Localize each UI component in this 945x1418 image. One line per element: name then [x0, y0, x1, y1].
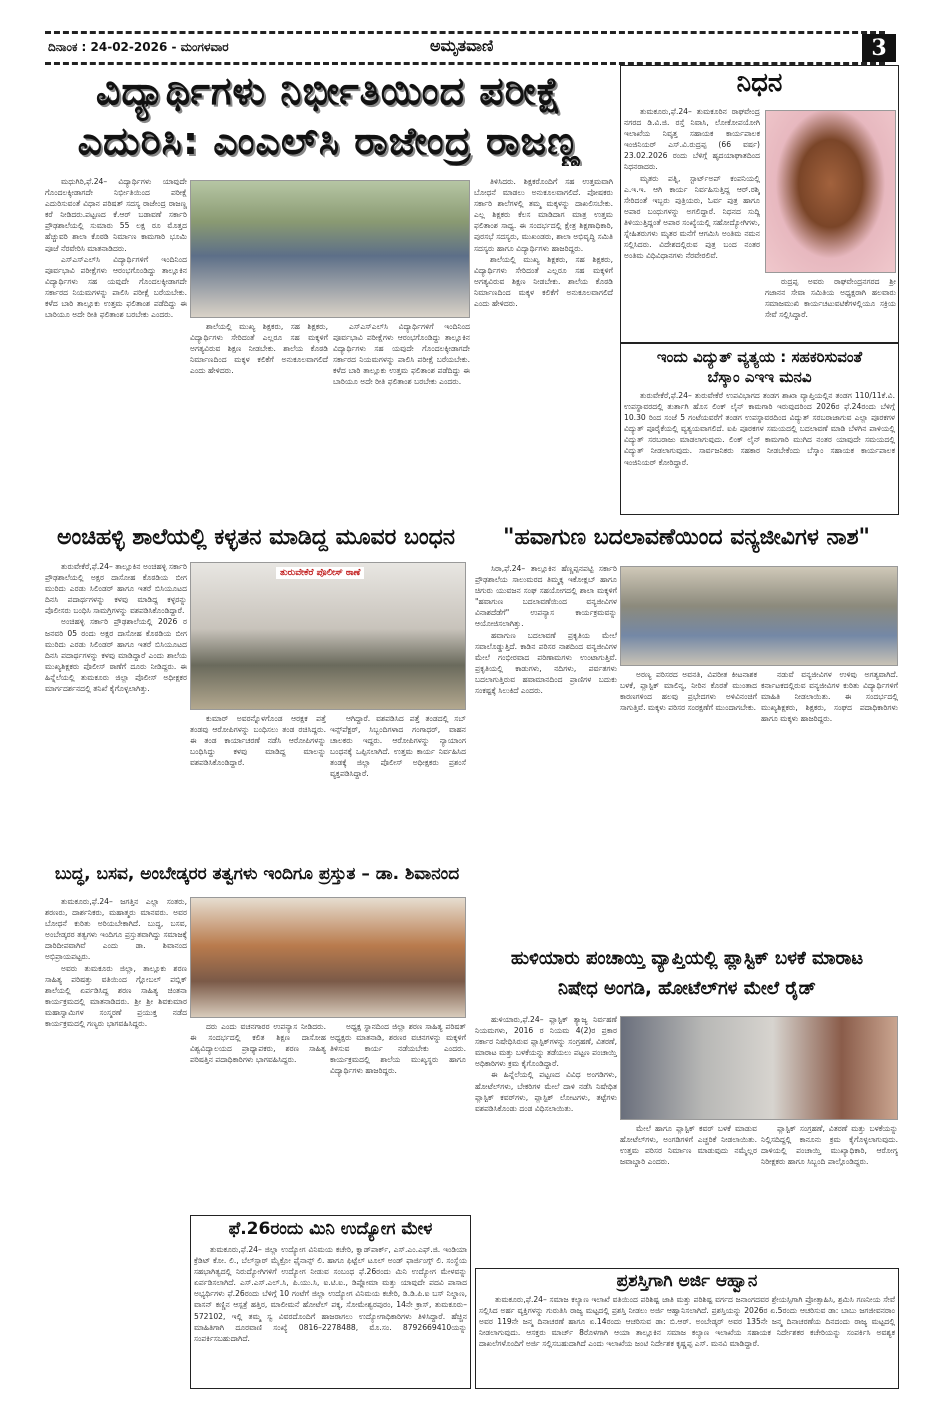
- article-climate-col1: ಸಿರಾ,ಫೆ.24– ತಾಲ್ಲೂಕಿನ ಹೆಣ್ಣಪ್ಪನಪಟ್ಟಿ ಸರ್ಕಾರಿ ಪ್ರೌಢಶಾಲೆಯ ಸಾಲುಮರದ ತಿಮ್ಮಕ್ಕ ಇಕೋಕ್ಲಬ್ ಹಾಗೂ ಚಿಗುರು ಯುವಜನ ಸಂಘ ಸಹಯೋಗದಲ್ಲಿ ಶಾಲಾ ಮಕ್ಕಳಿಗೆ "ಹವಾಗುಣ ಬದಲಾವಣೆಯಿಂದ ವನ್ಯಜೀವಿಗಳ ವಿನಾಶದೆಡೆಗೆ" ಉಪನ್ಯಾಸ ಕಾರ್ಯಕ್ರಮವನ್ನು ಆಯೋಜಿಸಲಾಗಿತ್ತು. ಹವಾಗುಣ ಬದಲಾವಣೆ ಪ್ರಕೃತಿಯ ಮೇಲೆ ಸವಾಲೊಡ್ಡುತ್ತಿದೆ. ಕಾಡಿನ ಪರಿಸರ ನಾಶದಿಂದ ವನ್ಯಜೀವಿಗಳ ಮೇಲೆ ಗಂಭೀರವಾದ ಪರಿಣಾಮಗಳು ಉಂಟಾಗುತ್ತಿವೆ. ಪ್ರಕೃತಿಯಲ್ಲಿ ಕಾಡುಗಳು, ನದಿಗಳು, ಪರ್ವತಗಳು ಬದಲಾಗುತ್ತಿರುವ ಹವಾಮಾನದಿಂದ ಪ್ರಾಣಿಗಳ ಬದುಕು ಸಂಕಷ್ಟಕ್ಕೆ ಸಿಲುಕಿದೆ ಎಂದರು.: [475, 564, 617, 696]
- article-buddha-col2: ದರು ಎಂದು ವಚನಗಾರರ ಉಪನ್ಯಾಸ ನೀಡಿದರು. ಈ ಸಂದರ್ಭದಲ್ಲಿ ಕಲಿತ ಶಿಕ್ಷಣ ದಾಸೋಹ ವಿಶ್ವವಿದ್ಯಾಲಯದ ಪ್ರಾಧ್ಯಾಪಕರು, ಶರಣ ಸಾಹಿತ್ಯ ಪರಿಷತ್ತಿನ ಪದಾಧಿಕಾರಿಗಳು ಭಾಗವಹಿಸಿದ್ದರು.: [190, 1022, 326, 1065]
- power-cut-text: ತುರುವೇಕೆರೆ,ಫೆ.24– ತುರುವೇಕೆರೆ ಉಪವಿಭಾಗದ ತಂಡಗ ಶಾಖಾ ವ್ಯಾಪ್ತಿಯಲ್ಲಿನ ತಂಡಗ 110/11ಕೆ.ವಿ. ಉಪಸ್ಥಾವರದಲ್ಲಿ ತುರ್ತಾಗಿ ಹೊಸ ಲಿಂಕ್ ಲೈನ್ ಕಾಮಗಾರಿ ಇರುವುದರಿಂದ 2026ರ ಫೆ.24ರಂದು ಬೆಳಿಗ್ಗೆ 10.30 ರಿಂದ ಸಂಜೆ 5 ಗಂಟೆಯವರೆಗೆ ತಂಡಗ ಉಪಸ್ಥಾವರದಿಂದ ವಿದ್ಯುತ್ ಸರಬರಾಜಾಗುವ ಎಲ್ಲಾ ಪೂರಕಗಳ ವಿದ್ಯುತ್ ಪೂರೈಕೆಯಲ್ಲಿ ವ್ಯತ್ಯಯವಾಗಲಿದೆ. ಐಪಿ ಪೂರಕಗಳ ಸಮಯದಲ್ಲಿ ಬದಲಾವಣೆ ಮಾಡಿ ಬೆಳಗಿನ ಪಾಳಿಯಲ್ಲಿ ವಿದ್ಯುತ್ ಸರಬರಾಜು ಮಾಡಲಾಗುವುದು. ಲಿಂಕ್ ಲೈನ್ ಕಾಮಗಾರಿ ಮುಗಿದ ನಂತರ ಯಾವುದೇ ಸಮಯದಲ್ಲಿ ವಿದ್ಯುತ್ ನೀಡಲಾಗುವುದು. ಸಾರ್ವಜನಿಕರು ಸಹಕಾರ ನೀಡಬೇಕೆಂದು ಬೆಸ್ಕಾಂ ಸಹಾಯಕ ಕಾರ್ಯಪಾಲಕ ಇಂಜಿನಿಯರ್ ಕೋರಿದ್ದಾರೆ.: [624, 391, 895, 467]
- top-rule: [45, 31, 885, 34]
- photo-plastic-raid: [620, 1016, 898, 1120]
- article-plastic-col1: ಹುಳಿಯಾರು,ಫೆ.24– ಪ್ಲಾಸ್ಟಿಕ್ ತ್ಯಾಜ್ಯ ನಿರ್ವಹಣೆ ನಿಯಮಗಳು, 2016 ರ ನಿಯಮ 4(2)ರ ಪ್ರಕಾರ ಸರ್ಕಾರ ನಿಷೇಧಿಸಿರುವ ಪ್ಲಾಸ್ಟಿಕ್‌ಗಳನ್ನು ಸಂಗ್ರಹಣೆ, ವಿತರಣೆ, ಮಾರಾಟ ಮತ್ತು ಬಳಕೆಯನ್ನು ತಡೆಯಲು ಪಟ್ಟಣ ಪಂಚಾಯ್ತಿ ಅಧಿಕಾರಿಗಳು ಕ್ರಮ ಕೈಗೊಂಡಿದ್ದಾರೆ. ಈ ಹಿನ್ನೆಲೆಯಲ್ಲಿ ಪಟ್ಟಣದ ವಿವಿಧ ಅಂಗಡಿಗಳು, ಹೋಟೆಲ್‌ಗಳು, ಬೇಕರಿಗಳ ಮೇಲೆ ದಾಳಿ ನಡೆಸಿ ನಿಷೇಧಿತ ಪ್ಲಾಸ್ಟಿಕ್ ಕವರ್‌ಗಳು, ಪ್ಲಾಸ್ಟಿಕ್ ಲೋಟಗಳು, ತಟ್ಟೆಗಳು ವಶಪಡಿಸಿಕೊಂಡು ದಂಡ ವಿಧಿಸಲಾಯಿತು.: [475, 1015, 617, 1113]
- headline-exam: ವಿದ್ಯಾರ್ಥಿಗಳು ನಿರ್ಭೀತಿಯಿಂದ ಪರೀಕ್ಷೆ ಎದುರಿಸಿ: ಎಂಎಲ್‌ಸಿ ರಾಜೇಂದ್ರ ರಾಜಣ್ಣ: [77, 69, 581, 163]
- article-theft-col3: ಆಗಿದ್ದಾರೆ. ವಶಪಡಿಸಿದ ಪತ್ತೆ ತಂಡದಲ್ಲಿ ಸಬ್ ಇನ್ಸ್‌ಪೆಕ್ಟರ್, ಸಿಬ್ಬಂದಿಗಳಾದ ಗಂಗಾಧರ್, ವಾಹನ ಚಾಲಕರು ಇದ್ದರು. ಆರೋಪಿಗಳನ್ನು ನ್ಯಾಯಾಂಗ ಬಂಧನಕ್ಕೆ ಒಪ್ಪಿಸಲಾಗಿದೆ. ಉತ್ತಮ ಕಾರ್ಯ ನಿರ್ವಹಿಸಿದ ತಂಡಕ್ಕೆ ಜಿಲ್ಲಾ ಪೊಲೀಸ್ ಅಧೀಕ್ಷಕರು ಪ್ರಶಂಸೆ ವ್ಯಕ್ತಪಡಿಸಿದ್ದಾರೆ.: [330, 714, 466, 779]
- job-fair-title: ಫೆ.26ರಂದು ಮಿನಿ ಉದ್ಯೋಗ ಮೇಳ: [228, 1219, 433, 1239]
- award-title: ಪ್ರಶಸ್ತಿಗಾಗಿ ಅರ್ಜಿ ಆಹ್ವಾನ: [616, 1271, 758, 1291]
- photo-deceased: [765, 110, 896, 273]
- power-cut-subtitle: ಬೆಸ್ಕಾಂ ಎಇಇ ಮನವಿ: [707, 368, 812, 386]
- article-climate-col2: ಅರಣ್ಯ ಪರಿಸರದ ಅವನತಿ, ವಿಪರೀತ ಕೀಟನಾಶಕ ಬಳಕೆ, ಪ್ಲಾಸ್ಟಿಕ್ ಮಾಲಿನ್ಯ, ನೀರಿನ ಕೊರತೆ ಮುಂತಾದ ಕಾರಣಗಳಿಂದ ಹಲವು ಪ್ರಭೇದಗಳು ಅಳಿವಿನಂಚಿಗೆ ಸಾಗುತ್ತಿವೆ. ಮಕ್ಕಳು ಪರಿಸರ ಸಂರಕ್ಷಣೆಗೆ ಮುಂದಾಗಬೇಕು.: [620, 670, 757, 713]
- obituary-title: ನಿಧನ: [736, 68, 783, 98]
- newspaper-title: ಅಮೃತವಾಣಿ: [430, 36, 494, 55]
- article-plastic-col2: ಮೇಲೆ ಹಾಗೂ ಪ್ಲಾಸ್ಟಿಕ್ ಕವರ್ ಬಳಕೆ ಮಾಡುವ ಹೋಟೆಲ್‌ಗಳು, ಅಂಗಡಿಗಳಿಗೆ ಎಚ್ಚರಿಕೆ ನೀಡಲಾಯಿತು. ಉತ್ತಮ ಪರಿಸರ ನಿರ್ಮಾಣ ಮಾಡುವುದು ನಮ್ಮೆಲ್ಲರ ಜವಾಬ್ದಾರಿ ಎಂದರು.: [620, 1124, 757, 1167]
- obituary-box: [620, 65, 899, 343]
- headline-plastic: ಹುಳಿಯಾರು ಪಂಚಾಯ್ತಿ ವ್ಯಾಪ್ತಿಯಲ್ಲಿ ಪ್ಲಾಸ್ಟಿಕ್ ಬಳಕೆ ಮಾರಾಟ ನಿಷೇಧ ಅಂಗಡಿ, ಹೋಟೆಲ್‌ಗಳ ಮೇಲೆ ರೈಡ್: [510, 948, 864, 999]
- article-buddha-col1: ತುಮಕೂರು,ಫೆ.24– ಜಗತ್ತಿನ ಎಲ್ಲಾ ಸಂತರು, ಶರಣರು, ದಾರ್ಶನಿಕರು, ಮಹಾತ್ಮರು ಮಾನವರು. ಅವರ ಬೋಧನೆ ಕುರಿತು ಅರಿಯಬೇಕಾಗಿದೆ. ಬುದ್ಧ, ಬಸವ, ಅಂಬೇಡ್ಕರರ ತತ್ವಗಳು ಇಂದಿಗೂ ಪ್ರಸ್ತುತವಾಗಿದ್ದು ಸಮಾಜಕ್ಕೆ ದಾರಿದೀಪವಾಗಿವೆ ಎಂದು ಡಾ. ಶಿವಾನಂದ ಅಭಿಪ್ರಾಯಪಟ್ಟರು. ಅವರು ತುಮಕೂರು ಜಿಲ್ಲಾ, ತಾಲ್ಲೂಕು ಶರಣ ಸಾಹಿತ್ಯ ಪರಿಷತ್ತು ವತಿಯಿಂದ ಗ್ಲೋಬಲ್ ಪಬ್ಲಿಕ್ ಶಾಲೆಯಲ್ಲಿ ಏರ್ಪಡಿಸಿದ್ದ ಶರಣ ಸಾಹಿತ್ಯ ಚಿಂತನಾ ಕಾರ್ಯಕ್ರಮದಲ್ಲಿ ಮಾತನಾಡಿದರು. ಶ್ರೀ ಶ್ರೀ ಶಿವಕುಮಾರ ಮಹಾಸ್ವಾಮಿಗಳ ಸಂಸ್ಮರಣೆ ಪ್ರಯುಕ್ತ ನಡೆದ ಕಾರ್ಯಕ್ರಮದಲ್ಲಿ ಗಣ್ಯರು ಭಾಗವಹಿಸಿದ್ದರು.: [45, 897, 187, 1029]
- article-theft-col2: ಕುಮಾರ್ ಅವರನ್ನೊಳಗೊಂಡ ಆರಕ್ಷಕ ಪತ್ತೆ ತಂಡವು ಆರೋಪಿಗಳನ್ನು ಬಂಧಿಸಲು ತಂಡ ರಚಿಸಿದ್ದರು. ಈ ತಂಡ ಕಾರ್ಯಾಚರಣೆ ನಡೆಸಿ ಆರೋಪಿಗಳನ್ನು ಬಂಧಿಸಿದ್ದು ಕಳವು ಮಾಡಿದ್ದ ಮಾಲನ್ನು ವಶಪಡಿಸಿಕೊಂಡಿದ್ದಾರೆ.: [190, 714, 326, 768]
- photo-lecture: [620, 566, 898, 666]
- photo-groundbreaking: [190, 180, 470, 318]
- article-plastic-col3: ಪ್ಲಾಸ್ಟಿಕ್ ಸಂಗ್ರಹಣೆ, ವಿತರಣೆ ಮತ್ತು ಬಳಕೆಯನ್ನು ನಿಲ್ಲಿಸದಿದ್ದಲ್ಲಿ ಕಾನೂನು ಕ್ರಮ ಕೈಗೊಳ್ಳಲಾಗುವುದು. ದಾಳಿಯಲ್ಲಿ ಪಂಚಾಯ್ತಿ ಮುಖ್ಯಾಧಿಕಾರಿ, ಆರೋಗ್ಯ ನಿರೀಕ್ಷಕರು ಹಾಗೂ ಸಿಬ್ಬಂದಿ ಪಾಲ್ಗೊಂಡಿದ್ದರು.: [761, 1124, 898, 1167]
- power-cut-title: ಇಂದು ವಿದ್ಯುತ್ ವ್ಯತ್ಯಯ : ಸಹಕರಿಸುವಂತೆ: [656, 348, 863, 366]
- award-box: [475, 1268, 899, 1389]
- award-text: ತುಮಕೂರು,ಫೆ.24– ಸಮಾಜ ಕಲ್ಯಾಣ ಇಲಾಖೆ ವತಿಯಿಂದ ಪರಿಶಿಷ್ಟ ಜಾತಿ ಮತ್ತು ಪರಿಶಿಷ್ಟ ವರ್ಗದ ಜನಾಂಗದವರ ಶ್ರೇಯಸ್ಸಿಗಾಗಿ ಪ್ರೋತ್ಸಾಹಿಸಿ, ಶ್ರಮಿಸಿ ಗಣನೀಯ ಸೇವೆ ಸಲ್ಲಿಸಿದ ಅರ್ಹ ವ್ಯಕ್ತಿಗಳನ್ನು ಗುರುತಿಸಿ ರಾಜ್ಯ ಮಟ್ಟದಲ್ಲಿ ಪ್ರಶಸ್ತಿ ನೀಡಲು ಅರ್ಜಿ ಆಹ್ವಾನಿಸಲಾಗಿದೆ. ಪ್ರಶಸ್ತಿಯನ್ನು 2026ರ ಏ.5ರಂದು ಆಚರಿಸುವ ಡಾ: ಬಾಬು ಜಗಜೀವನರಾಂ ಅವರ 119ನೇ ಜನ್ಮ ದಿನಾಚರಣೆ ಹಾಗೂ ಏ.14ರಂದು ಆಚರಿಸುವ ಡಾ: ಬಿ.ಆರ್. ಅಂಬೇಡ್ಕರ್ ಅವರ 135ನೇ ಜನ್ಮ ದಿನಾಚರಣೆಯ ದಿನದಂದು ರಾಜ್ಯ ಮಟ್ಟದಲ್ಲಿ ನೀಡಲಾಗುವುದು. ಆಸಕ್ತರು ಮಾರ್ಚ್ 8ರೊಳಗಾಗಿ ಆಯಾ ತಾಲ್ಲೂಕಿನ ಸಮಾಜ ಕಲ್ಯಾಣ ಇಲಾಖೆಯ ಸಹಾಯಕ ನಿರ್ದೇಶಕರ ಕಚೇರಿಯನ್ನು ಸಂಪರ್ಕಿಸಿ ಅವಶ್ಯಕ ದಾಖಲೆಗಳೊಂದಿಗೆ ಅರ್ಜಿ ಸಲ್ಲಿಸಬಹುದಾಗಿದೆ ಎಂದು ಇಲಾಖೆಯ ಜಂಟಿ ನಿರ್ದೇಶಕ ಕೃಷ್ಣಪ್ಪ ಎಸ್. ಮನವಿ ಮಾಡಿದ್ದಾರೆ.: [479, 1295, 895, 1349]
- headline-theft: ಅಂಚಿಹಳ್ಳಿ ಶಾಲೆಯಲ್ಲಿ ಕಳ್ಳತನ ಮಾಡಿದ್ದ ಮೂವರ ಬಂಧನ: [56, 525, 456, 550]
- article-exam-col4: ತಿಳಿಸಿದರು. ಶಿಕ್ಷಕರೊಂದಿಗೆ ಸಹ ಉತ್ತಮವಾಗಿ ಬೋಧನೆ ಮಾಡಲು ಅನುಕೂಲವಾಗಲಿದೆ. ಪೋಷಕರು ಸರ್ಕಾರಿ ಶಾಲೆಗಳಲ್ಲಿ ತಮ್ಮ ಮಕ್ಕಳನ್ನು ದಾಖಲಿಸಬೇಕು. ಎಲ್ಲ ಶಿಕ್ಷಕರು ಕೆಲಸ ಮಾಡಿದಾಗ ಮಾತ್ರ ಉತ್ತಮ ಫಲಿತಾಂಶ ಸಾಧ್ಯ. ಈ ಸಂದರ್ಭದಲ್ಲಿ ಕ್ಷೇತ್ರ ಶಿಕ್ಷಣಾಧಿಕಾರಿ, ಪುರಸಭೆ ಸದಸ್ಯರು, ಮುಖಂಡರು, ಶಾಲಾ ಅಭಿವೃದ್ಧಿ ಸಮಿತಿ ಸದಸ್ಯರು ಹಾಗೂ ವಿದ್ಯಾರ್ಥಿಗಳು ಹಾಜರಿದ್ದರು. ಶಾಲೆಯಲ್ಲಿ ಮುಖ್ಯ ಶಿಕ್ಷಕರು, ಸಹ ಶಿಕ್ಷಕರು, ವಿದ್ಯಾರ್ಥಿಗಳು ಸೇರಿದಂತೆ ಎಲ್ಲರೂ ಸಹ ಮಕ್ಕಳಿಗೆ ಅಗತ್ಯವಿರುವ ಶಿಕ್ಷಣ ನೀಡಬೇಕು. ಶಾಲೆಯ ಕೊಠಡಿ ನಿರ್ಮಾಣದಿಂದ ಮಕ್ಕಳ ಕಲಿಕೆಗೆ ಅನುಕೂಲವಾಗಲಿದೆ ಎಂದು ಹೇಳಿದರು.: [474, 177, 613, 309]
- article-climate-col3: ನಡುವೆ ವನ್ಯಜೀವಿಗಳ ಉಳಿವು ಅಗತ್ಯವಾಗಿದೆ. ಕರ್ನಾಟಕದಲ್ಲಿರುವ ವನ್ಯಜೀವಿಗಳ ಕುರಿತು ವಿದ್ಯಾರ್ಥಿಗಳಿಗೆ ಮಾಹಿತಿ ನೀಡಲಾಯಿತು. ಈ ಸಂದರ್ಭದಲ್ಲಿ ಮುಖ್ಯಶಿಕ್ಷಕರು, ಶಿಕ್ಷಕರು, ಸಂಘದ ಪದಾಧಿಕಾರಿಗಳು ಹಾಗೂ ಮಕ್ಕಳು ಹಾಜರಿದ್ದರು.: [761, 670, 898, 724]
- obituary-text: ತುಮಕೂರು,ಫೆ.24– ತುಮಕೂರಿನ ರಾಘವೇಂದ್ರ ನಗರದ ಡಿ.ವಿ.ಜಿ. ರಸ್ತೆ ನಿವಾಸಿ, ಲೋಕೋಪಯೋಗಿ ಇಲಾಖೆಯ ನಿವೃತ್ತ ಸಹಾಯಕ ಕಾರ್ಯಪಾಲಕ ಇಂಜಿನಿಯರ್ ಎಸ್.ವಿ.ರುದ್ರಪ್ಪ (66 ವರ್ಷ) 23.02.2026 ರಂದು ಬೆಳಿಗ್ಗೆ ಹೃದಯಾಘಾತದಿಂದ ನಿಧನರಾದರು. ಮೃತರು ಪತ್ನಿ, ಸ್ಟಾರ್ಟ್‌ಅಪ್ ಕಂಪನಿಯಲ್ಲಿ ಎ.ಇ.ಇ. ಆಗಿ ಕಾರ್ಯ ನಿರ್ವಹಿಸುತ್ತಿದ್ದ ಆರ್.ರಶ್ಮಿ ಸೇರಿದಂತೆ ಇಬ್ಬರು ಪುತ್ರಿಯರು, ಓರ್ವ ಪುತ್ರ ಹಾಗೂ ಅಪಾರ ಬಂಧುಗಳನ್ನು ಅಗಲಿದ್ದಾರೆ. ನಿಧನದ ಸುದ್ದಿ ತಿಳಿಯುತ್ತಿದ್ದಂತೆ ಅಪಾರ ಸಂಖ್ಯೆಯಲ್ಲಿ ಸಹೋದ್ಯೋಗಿಗಳು, ಸ್ನೇಹಿತರುಗಳು ಮೃತರ ಮನೆಗೆ ಆಗಮಿಸಿ ಅಂತಿಮ ನಮನ ಸಲ್ಲಿಸಿದರು. ವಿದೇಶದಲ್ಲಿರುವ ಪುತ್ರ ಬಂದ ನಂತರ ಅಂತಿಮ ವಿಧಿವಿಧಾನಗಳು ನೆರವೇರಲಿವೆ.: [624, 107, 760, 261]
- obituary-caption: ರುದ್ರಪ್ಪ ಅವರು ರಾಘವೇಂದ್ರನಗರದ ಶ್ರೀ ಗಜಾನನ ಸೇವಾ ಸಮಿತಿಯ ಅಧ್ಯಕ್ಷರಾಗಿ ಹಲವಾರು ಸಮಾಜಮುಖಿ ಕಾರ್ಯಚಟುವಟಿಕೆಗಳಲ್ಲಿಯೂ ಸಕ್ರಿಯ ಸೇವೆ ಸಲ್ಲಿಸಿದ್ದಾರೆ.: [765, 277, 896, 320]
- page-number: 3: [862, 34, 896, 62]
- article-theft-col1: ತುರುವೇಕೆರೆ,ಫೆ.24– ತಾಲ್ಲೂಕಿನ ಅಂಚಿಹಳ್ಳಿ ಸರ್ಕಾರಿ ಪ್ರೌಢಶಾಲೆಯಲ್ಲಿ ಅಕ್ಷರ ದಾಸೋಹ ಕೊಠಡಿಯ ಬೀಗ ಮುರಿದು ಎರಡು ಸಿಲಿಂಡರ್ ಹಾಗೂ ಇತರೆ ಬಿಸಿಯೂಟದ ದಿನಸಿ ಪದಾರ್ಥಗಳನ್ನು ಕಳವು ಮಾಡಿದ್ದ ಕಳ್ಳರನ್ನು ಪೊಲೀಸರು ಬಂಧಿಸಿ ಸಾಮಗ್ರಿಗಳನ್ನು ವಶಪಡಿಸಿಕೊಂಡಿದ್ದಾರೆ. ಅಂಚಿಹಳ್ಳಿ ಸರ್ಕಾರಿ ಪ್ರೌಢಶಾಲೆಯಲ್ಲಿ 2026 ರ ಜನವರಿ 05 ರಂದು ಅಕ್ಷರ ದಾಸೋಹ ಕೊಠಡಿಯ ಬೀಗ ಮುರಿದು ಎರಡು ಸಿಲಿಂಡರ್ ಹಾಗೂ ಇತರೆ ಬಿಸಿಯೂಟದ ದಿನಸಿ ಪದಾರ್ಥಗಳನ್ನು ಕಳವು ಮಾಡಿದ್ದಾರೆ ಎಂದು ಶಾಲೆಯ ಮುಖ್ಯಶಿಕ್ಷಕರು ಪೊಲೀಸ್ ಠಾಣೆಗೆ ದೂರು ನೀಡಿದ್ದರು. ಈ ಹಿನ್ನೆಲೆಯಲ್ಲಿ ತುಮಕೂರು ಜಿಲ್ಲಾ ಪೊಲೀಸ್ ಅಧೀಕ್ಷಕರ ಮಾರ್ಗದರ್ಶನದಲ್ಲಿ ತನಿಖೆ ಕೈಗೊಳ್ಳಲಾಗಿತ್ತು.: [45, 562, 187, 694]
- power-cut-box: [620, 343, 899, 515]
- job-fair-box: [190, 1215, 471, 1389]
- article-exam-col3: ಎಸ್‌ಎಸ್‌ಎಲ್‌ಸಿ ವಿದ್ಯಾರ್ಥಿಗಳಿಗೆ ಇಂದಿನಿಂದ ಪೂರ್ವಭಾವಿ ಪರೀಕ್ಷೆಗಳು ಆರಂಭಗೊಂಡಿದ್ದು ತಾಲ್ಲೂಕಿನ ವಿದ್ಯಾರ್ಥಿಗಳು ಸಹ ಯವುದೇ ಗೊಂದಲಕ್ಕೀಡಾಗದೇ ಸರ್ಕಾರದ ನಿಯಮಗಳನ್ನು ಪಾಲಿಸಿ ಪರೀಕ್ಷೆ ಬರೆಯಬೇಕು. ಕಳೆದ ಬಾರಿ ತಾಲ್ಲೂಕು ಉತ್ತಮ ಫಲಿತಾಂಶ ಪಡೆದಿದ್ದು ಈ ಬಾರಿಯೂ ಅದೇ ರೀತಿ ಫಲಿತಾಂಶ ಬರಬೇಕು ಎಂದರು.: [333, 322, 470, 387]
- article-exam-col2: ಶಾಲೆಯಲ್ಲಿ ಮುಖ್ಯ ಶಿಕ್ಷಕರು, ಸಹ ಶಿಕ್ಷಕರು, ವಿದ್ಯಾರ್ಥಿಗಳು ಸೇರಿದಂತೆ ಎಲ್ಲರೂ ಸಹ ಮಕ್ಕಳಿಗೆ ಅಗತ್ಯವಿರುವ ಶಿಕ್ಷಣ ನೀಡಬೇಕು. ಶಾಲೆಯ ಕೊಠಡಿ ನಿರ್ಮಾಣದಿಂದ ಮಕ್ಕಳ ಕಲಿಕೆಗೆ ಅನುಕೂಲವಾಗಲಿದೆ ಎಂದು ಹೇಳಿದರು.: [190, 322, 328, 376]
- article-buddha-col3: ಅಧ್ಯಕ್ಷ ಸ್ಥಾನದಿಂದ ಜಿಲ್ಲಾ ಶರಣ ಸಾಹಿತ್ಯ ಪರಿಷತ್ ಅಧ್ಯಕ್ಷರು ಮಾತನಾಡಿ, ಶರಣರ ವಚನಗಳನ್ನು ಮಕ್ಕಳಿಗೆ ತಿಳಿಸುವ ಕಾರ್ಯ ನಡೆಯಬೇಕು ಎಂದರು. ಕಾರ್ಯಕ್ರಮದಲ್ಲಿ ಶಾಲೆಯ ಮುಖ್ಯಸ್ಥರು ಹಾಗೂ ವಿದ್ಯಾರ್ಥಿಗಳು ಹಾಜರಿದ್ದರು.: [330, 1022, 466, 1076]
- headline-buddha: ಬುದ್ಧ, ಬಸವ, ಅಂಬೇಡ್ಕರರ ತತ್ವಗಳು ಇಂದಿಗೂ ಪ್ರಸ್ತುತ – ಡಾ. ಶಿವಾನಂದ: [54, 864, 460, 884]
- photo-felicitation: [190, 897, 466, 1018]
- article-exam-col1: ಮಧುಗಿರಿ,ಫೆ.24– ವಿದ್ಯಾರ್ಥಿಗಳು ಯಾವುದೇ ಗೊಂದಲಕ್ಕೀಡಾಗದೇ ನಿರ್ಭೀತಿಯಿಂದ ಪರೀಕ್ಷೆ ಎದುರಿಸುವಂತೆ ವಿಧಾನ ಪರಿಷತ್ ಸದಸ್ಯ ರಾಜೇಂದ್ರ ರಾಜಣ್ಣ ಕರೆ ನೀಡಿದರು.ಪಟ್ಟಣದ ಕೆ.ಆರ್ ಬಡಾವಣೆ ಸರ್ಕಾರಿ ಪ್ರೌಢಶಾಲೆಯಲ್ಲಿ ಸುಮಾರು 55 ಲಕ್ಷ ರೂ ಮೊತ್ತದ ಹೆಚ್ಚುವರಿ ಶಾಲಾ ಕೊಠಡಿ ನಿರ್ಮಾಣ ಕಾಮಗಾರಿ ಭೂಮಿ ಪೂಜೆ ನೆರವೇರಿಸಿ ಮಾತನಾಡಿದರು. ಎಸ್‌ಎಸ್‌ಎಲ್‌ಸಿ ವಿದ್ಯಾರ್ಥಿಗಳಿಗೆ ಇಂದಿನಿಂದ ಪೂರ್ವಭಾವಿ ಪರೀಕ್ಷೆಗಳು ಆರಂಭಗೊಂಡಿದ್ದು ತಾಲ್ಲೂಕಿನ ವಿದ್ಯಾರ್ಥಿಗಳು ಸಹ ಯವುದೇ ಗೊಂದಲಕ್ಕೀಡಾಗದೇ ಸರ್ಕಾರದ ನಿಯಮಗಳನ್ನು ಪಾಲಿಸಿ ಪರೀಕ್ಷೆ ಬರೆಯಬೇಕು. ಕಳೆದ ಬಾರಿ ತಾಲ್ಲೂಕು ಉತ್ತಮ ಫಲಿತಾಂಶ ಪಡೆದಿದ್ದು ಈ ಬಾರಿಯೂ ಅದೇ ರೀತಿ ಫಲಿತಾಂಶ ಬರಬೇಕು ಎಂದರು.: [45, 177, 187, 320]
- police-station-sign: ತುರುವೇಕೆರೆ ಪೊಲೀಸ್ ಠಾಣೆ: [276, 567, 364, 579]
- headline-climate: "ಹವಾಗುಣ ಬದಲಾವಣೆಯಿಂದ ವನ್ಯಜೀವಿಗಳ ನಾಶ": [503, 525, 870, 550]
- job-fair-text: ತುಮಕೂರು,ಫೆ.24– ಜಿಲ್ಲಾ ಉದ್ಯೋಗ ವಿನಿಮಯ ಕಚೇರಿ, ಕ್ವಾಡ್‌ಪಾರ್ಕ್, ಎಸ್.ಎಂ.ಎಫ್.ಜಿ. ಇಂಡಿಯಾ ಕ್ರೆಡಿಟ್ ಕೋ. ಲಿ., ಬೆಲ್‌ಸ್ಟಾರ್ ಮೈಕ್ರೋ ಫೈನಾನ್ಸ್ ಲಿ. ಹಾಗೂ ಫಿಟ್ಟೆಲ್ ಟೂಲ್ ಅಂಡ್ ಫಾರ್ಜಿಂಗ್ಸ್ ಲಿ. ಸಂಸ್ಥೆಯ ಸಹಭಾಗಿತ್ವದಲ್ಲಿ ನಿರುದ್ಯೋಗಿಗಳಿಗೆ ಉದ್ಯೋಗ ನೀಡುವ ಸಂಬಂಧ ಫೆ.26ರಂದು ಮಿನಿ ಉದ್ಯೋಗ ಮೇಳವನ್ನು ಏರ್ಪಡಿಸಲಾಗಿದೆ. ಎಸ್.ಎಸ್.ಎಲ್.ಸಿ, ಪಿ.ಯು.ಸಿ, ಐ.ಟಿ.ಐ., ಡಿಪ್ಲೋಮಾ ಮತ್ತು ಯಾವುದೇ ಪದವಿ ಪಾಸಾದ ಅಭ್ಯರ್ಥಿಗಳು ಫೆ.26ರಂದು ಬೆಳಿಗ್ಗೆ 10 ಗಂಟೆಗೆ ಜಿಲ್ಲಾ ಉದ್ಯೋಗ ವಿನಿಮಯ ಕಚೇರಿ, ಡಿ.ಡಿ.ಪಿ.ಐ ಬಸ್ ನಿಲ್ದಾಣ, ವಾಸನ್ ಕಣ್ಣಿನ ಆಸ್ಪತ್ರೆ ಹತ್ತಿರ, ಮಾಲೀಮನೆ ಹೋಟೆಲ್ ಪಕ್ಕ, ಸೋಮೇಶ್ವರಪುರಂ, 14ನೇ ಕ್ರಾಸ್, ತುಮಕೂರು–572102, ಇಲ್ಲಿ ತಮ್ಮ ಸ್ವ ವಿವರದೊಂದಿಗೆ ಹಾಜರಾಗಲು ಉದ್ಯೋಗಾಧಿಕಾರಿಗಳು ತಿಳಿಸಿದ್ದಾರೆ. ಹೆಚ್ಚಿನ ಮಾಹಿತಿಗಾಗಿ ದೂರವಾಣಿ ಸಂಖ್ಯೆ 0816–2278488, ಮೊ.ಸಂ. 8792669410ಯನ್ನು ಸಂಪರ್ಕಿಸಬಹುದಾಗಿದೆ.: [194, 1245, 467, 1343]
- issue-date: ದಿನಾಂಕ : 24-02-2026 - ಮಂಗಳವಾರ: [48, 40, 229, 54]
- photo-police-station: [190, 562, 466, 710]
